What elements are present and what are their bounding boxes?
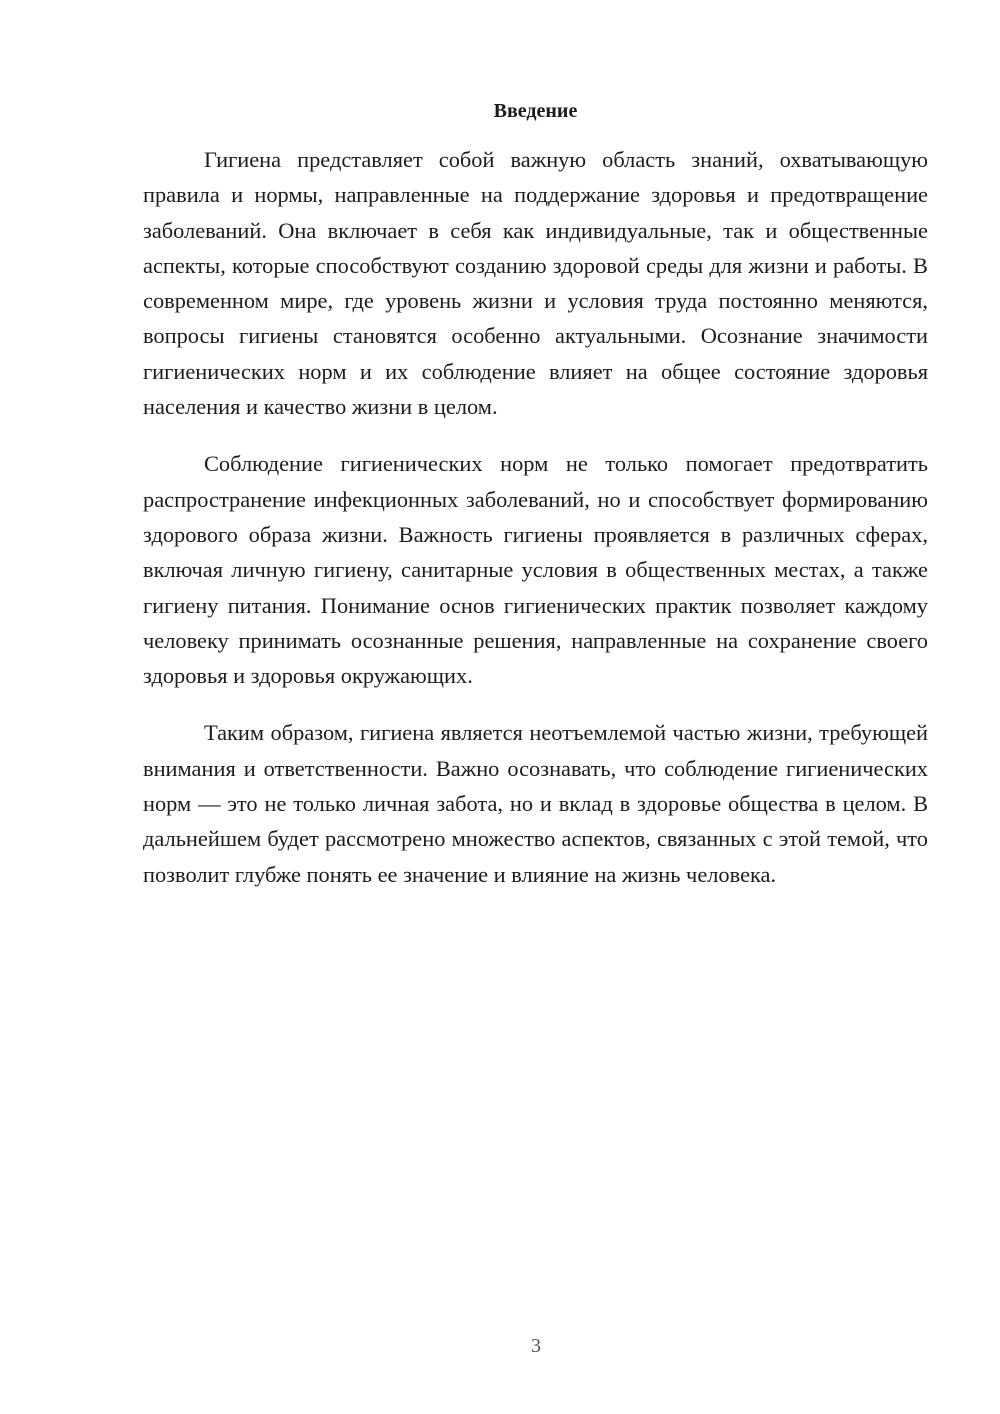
paragraph-3: Таким образом, гигиена является неотъемлемой частью жизни, требующей внимания и ответственности. Важно осознавать, что соблюдение гигиенических норм — это не только личная забота, но и вклад в здоровье общества в целом. В дальнейшем будет рассмотрено множество аспектов, связанных с этой темой, что позволит глубже понять ее значение и влияние на жизнь человека. bbox=[143, 720, 928, 887]
document-body bbox=[143, 142, 928, 914]
page-number: 3 bbox=[531, 1335, 541, 1357]
paragraph-2: Соблюдение гигиенических норм не только помогает предотвратить распространение инфекционных заболеваний, но и способствует формированию здорового образа жизни. Важность гигиены проявляется в различных сферах, включая личную гигиену, санитарные условия в общественных местах, а также гигиену питания. Понимание основ гигиенических практик позволяет каждому человеку принимать осознанные решения, направленные на сохранение своего здоровья и здоровья окружающих. bbox=[143, 451, 928, 689]
paragraph-1: Гигиена представляет собой важную область знаний, охватывающую правила и нормы, направленные на поддержание здоровья и предотвращение заболеваний. Она включает в себя как индивидуальные, так и общественные аспекты, которые способствуют созданию здоровой среды для жизни и работы. В современном мире, где уровень жизни и условия труда постоянно меняются, вопросы гигиены становятся особенно актуальными. Осознание значимости гигиенических норм и их соблюдение влияет на общее состояние здоровья населения и качество жизни в целом. bbox=[143, 147, 928, 420]
page-title: Введение bbox=[493, 100, 578, 122]
